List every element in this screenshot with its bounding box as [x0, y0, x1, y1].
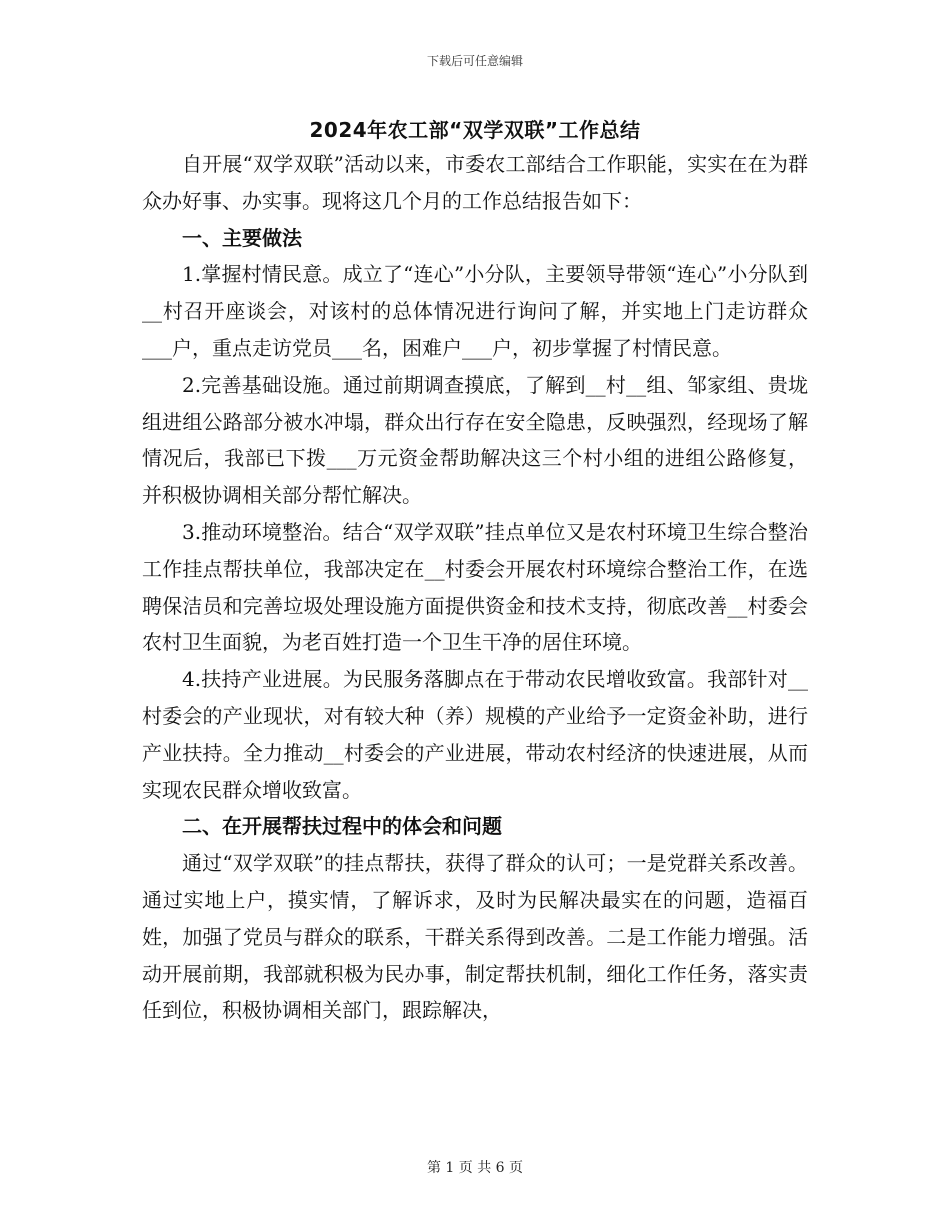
document-title: 2024年农工部“双学双联”工作总结 [309, 118, 641, 142]
body-paragraph: 3.推动环境整治。结合“双学双联”挂点单位又是农村环境卫生综合整治工作挂点帮扶单位，我部决定在__村委会开展农村环境综合整治工作，在选聘保洁员和完善垃圾处理设施方面提供资金和技术支持，彻底改善__村委会农村卫生面貌，为老百姓打造一个卫生干净的居住环境。 [142, 519, 808, 655]
intro-paragraph: 自开展“双学双联”活动以来，市委农工部结合工作职能，实实在在为群众办好事、办实事。现将这几个月的工作总结报告如下： [142, 152, 808, 213]
body-paragraph: 2.完善基础设施。通过前期调查摸底，了解到__村__组、邹家组、贵垅组进组公路部分被水冲塌，群众出行存在安全隐患，反映强烈，经现场了解情况后，我部已下拨___万元资金帮助解决这三个村小组的进组公路修复，并积极协调相关部分帮忙解决。 [142, 372, 808, 508]
body-paragraph: 1.掌握村情民意。成立了“连心”小分队，主要领导带领“连心”小分队到__村召开座谈会，对该村的总体情况进行询问了解，并实地上门走访群众___户，重点走访党员___名，困难户___户，初步掌握了村情民意。 [142, 262, 808, 360]
section-heading: 一、主要做法 [182, 225, 302, 250]
page-header: 下载后可任意编辑 [426, 54, 523, 68]
section-heading: 二、在开展帮扶过程中的体会和问题 [182, 814, 502, 839]
page-footer: 第 1 页 共 6 页 [426, 1160, 524, 1176]
body-paragraph: 通过“双学双联”的挂点帮扶，获得了群众的认可；一是党群关系改善。通过实地上户，摸实情，了解诉求，及时为民解决最实在的问题，造福百姓，加强了党员与群众的联系，干群关系得到改善。二是工作能力增强。活动开展前期，我部就积极为民办事，制定帮扶机制，细化工作任务，落实责任到位，积极协调相关部门，跟踪解决， [142, 851, 808, 1023]
document-body [142, 146, 808, 1029]
body-paragraph: 4.扶持产业进展。为民服务落脚点在于带动农民增收致富。我部针对__村委会的产业现状，对有较大种（养）规模的产业给予一定资金补助，进行产业扶持。全力推动__村委会的产业进展，带动农村经济的快速进展，从而实现农民群众增收致富。 [142, 667, 808, 802]
